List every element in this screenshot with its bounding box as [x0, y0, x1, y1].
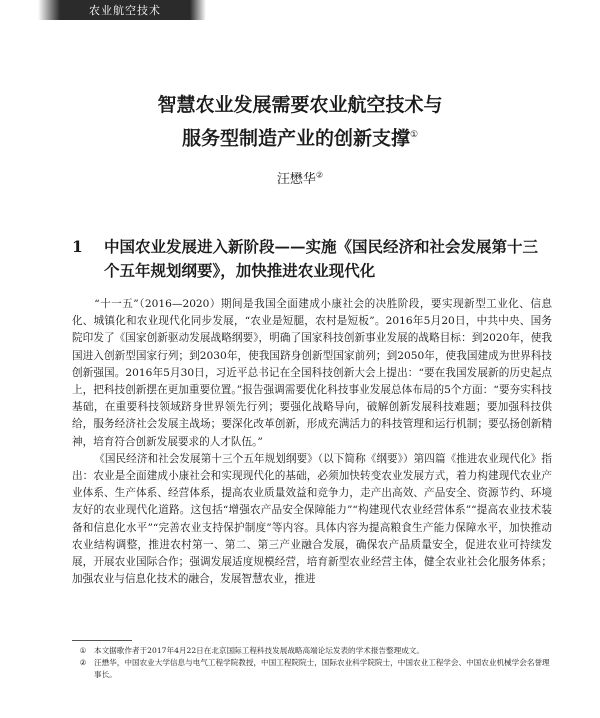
title-line-1: 智慧农业发展需要农业航空技术与: [157, 94, 443, 116]
footnote-divider: [72, 640, 132, 641]
footnote-item: [72, 657, 552, 681]
title-footnote-mark[interactable]: ①: [409, 130, 419, 140]
article-title: [0, 90, 600, 153]
author-footnote-mark[interactable]: ②: [315, 170, 324, 180]
footnotes: [72, 640, 552, 681]
footnote-mark: ②: [79, 658, 87, 667]
section-number: 1: [72, 237, 83, 256]
author-name: 汪懋华: [276, 172, 316, 187]
body-paragraph: “十一五”（2016—2020）期间是我国全面建成小康社会的决胜阶段，要实现新型工业化、信息化、城镇化和农业现代化同步发展，“农业是短腿，农村是短板”。2016年5月20日，中共中央、国务院印发了《国家创新驱动发展战略纲要》，明确了国家科技创新事业发展的战略目标：到2020年，使我国进入创新型国家行列；到2030年，使我国跻身创新型国家前列；到2050年，使我国建成为世界科技创新强国。2016年5月30日，习近平总书记在全国科技创新大会上提出：“要在我国发展新的历史起点上，把科技创新摆在更加重要位置。”报告强调需要优化科技事业发展总体布局的5个方面：“要夯实科技基础，在重要科技领域跻身世界领先行列；要强化战略导向，破解创新发展科技难题；要加强科技供给，服务经济社会发展主战场；要深化改革创新，形成充满活力的科技管理和运行机制；要弘扬创新精神，培育符合创新发展要求的人才队伍。”: [72, 298, 552, 448]
author-byline: [0, 168, 600, 187]
footnote-item: [72, 645, 552, 657]
running-header: [60, 0, 190, 20]
footnote-mark: ①: [79, 646, 87, 655]
section-heading: [72, 235, 552, 283]
section-title: 中国农业发展进入新阶段——实施《国民经济和社会发展第十三个五年规划纲要》，加快推进农业现代化: [104, 237, 539, 280]
body-paragraph: 《国民经济和社会发展第十三个五年规划纲要》（以下简称《纲要》）第四篇《推进农业现代化》指出：农业是全面建成小康社会和实现现代化的基础，必须加快转变农业发展方式，着力构建现代农业产业体系、生产体系、经营体系，提高农业质量效益和竞争力，走产出高效、产品安全、资源节约、环境友好的农业现代化道路。这包括“增强农产品安全保障能力”“构建现代农业经营体系”“提高农业技术装备和信息化水平”“完善农业支持保护制度”等内容。具体内容为提高粮食生产能力保障水平，加快推动农业结构调整，推进农村第一、第二、第三产业融合发展，确保农产品质量安全，促进农业可持续发展，开展农业国际合作；强调发展适度规模经营，培育新型农业经营主体，健全农业社会化服务体系；加强农业与信息化技术的融合，发展智慧农业，推进: [72, 452, 552, 586]
footnote-text: 汪懋华，中国农业大学信息与电气工程学院教授，中国工程院院士，国际农业科学院院士，中国农业工程学会、中国农业机械学会名誉理事长。: [94, 658, 550, 679]
title-line-2-wrap: [0, 120, 600, 153]
title-line-2: 服务型制造产业的创新支撑: [181, 127, 410, 150]
running-header-label: 农业航空技术: [89, 4, 161, 17]
footnote-text: 本文据歌作者于2017年4月22日在北京国际工程科技发展战略高端论坛发表的学术报告整理成文。: [94, 646, 424, 655]
article-body: [72, 296, 552, 588]
